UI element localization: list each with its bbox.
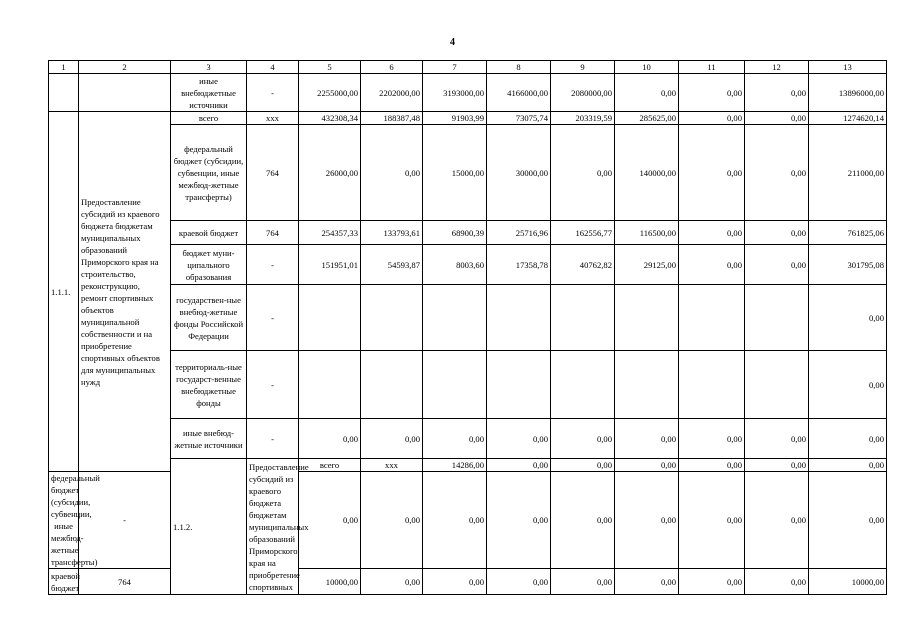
- value-cell: 301795,08: [809, 245, 887, 285]
- value-cell: 14286,00: [423, 459, 487, 472]
- value-cell: 0,00: [745, 221, 809, 245]
- value-cell: 0,00: [679, 569, 745, 595]
- value-cell: 2202000,00: [361, 74, 423, 112]
- value-cell: 254357,33: [299, 221, 361, 245]
- value-cell: 0,00: [679, 459, 745, 472]
- table-row: [49, 125, 887, 221]
- funding-source: всего: [171, 112, 247, 125]
- row-number: 1.1.1.: [49, 112, 79, 472]
- value-cell: 432308,34: [299, 112, 361, 125]
- column-header: 2: [79, 61, 171, 74]
- value-cell: 140000,00: [615, 125, 679, 221]
- value-cell: [679, 285, 745, 351]
- value-cell: 0,00: [679, 472, 745, 569]
- value-cell: 91903,99: [423, 112, 487, 125]
- value-cell: 0,00: [809, 285, 887, 351]
- value-cell: 0,00: [745, 112, 809, 125]
- value-cell: [361, 351, 423, 419]
- budget-table: [48, 60, 887, 595]
- value-cell: [615, 285, 679, 351]
- value-cell: 4166000,00: [487, 74, 551, 112]
- value-cell: 0,00: [615, 419, 679, 459]
- value-cell: [745, 285, 809, 351]
- value-cell: 26000,00: [299, 125, 361, 221]
- budget-code: -: [247, 74, 299, 112]
- budget-code: -: [79, 472, 171, 569]
- funding-source: федеральный бюджет (субсидии, субвенции, иные межбюд-жетные трансферты): [171, 125, 247, 221]
- value-cell: 285625,00: [615, 112, 679, 125]
- value-cell: 0,00: [745, 245, 809, 285]
- value-cell: 0,00: [679, 245, 745, 285]
- value-cell: 0,00: [615, 459, 679, 472]
- value-cell: [615, 351, 679, 419]
- value-cell: 0,00: [361, 472, 423, 569]
- value-cell: 0,00: [809, 351, 887, 419]
- value-cell: [487, 351, 551, 419]
- value-cell: 0,00: [745, 472, 809, 569]
- row-name: Предоставление субсидий из краевого бюджета бюджетам муниципальных образований Приморского края на приобретение спортивных: [247, 459, 299, 595]
- value-cell: [299, 351, 361, 419]
- table-row: [49, 285, 887, 351]
- column-header: 6: [361, 61, 423, 74]
- value-cell: 8003,60: [423, 245, 487, 285]
- value-cell: 17358,78: [487, 245, 551, 285]
- value-cell: 0,00: [423, 419, 487, 459]
- value-cell: 29125,00: [615, 245, 679, 285]
- value-cell: 0,00: [809, 459, 887, 472]
- table-row: [49, 74, 887, 112]
- column-header: 8: [487, 61, 551, 74]
- value-cell: [679, 351, 745, 419]
- value-cell: [551, 285, 615, 351]
- value-cell: 68900,39: [423, 221, 487, 245]
- value-cell: 15000,00: [423, 125, 487, 221]
- value-cell: 133793,61: [361, 221, 423, 245]
- value-cell: 73075,74: [487, 112, 551, 125]
- value-cell: [423, 285, 487, 351]
- value-cell: 1274620,14: [809, 112, 887, 125]
- column-header: 3: [171, 61, 247, 74]
- value-cell: 151951,01: [299, 245, 361, 285]
- column-header: 11: [679, 61, 745, 74]
- row-number: 1.1.2.: [171, 459, 247, 595]
- value-cell: 203319,59: [551, 112, 615, 125]
- value-cell: 0,00: [809, 419, 887, 459]
- value-cell: 0,00: [551, 419, 615, 459]
- funding-source: краевой бюджет: [171, 221, 247, 245]
- budget-code: -: [247, 419, 299, 459]
- row-name: Предоставление субсидий из краевого бюджета бюджетам муниципальных образований Приморского края на строительство, реконструкцию, ремонт спортивных объектов муниципальной собственности и на приобретение спортивных объектов для муниципальных нужд: [79, 112, 171, 472]
- column-header: 10: [615, 61, 679, 74]
- header-row: [49, 61, 887, 74]
- value-cell: 3193000,00: [423, 74, 487, 112]
- value-cell: [423, 351, 487, 419]
- value-cell: 0,00: [361, 419, 423, 459]
- value-cell: 0,00: [679, 74, 745, 112]
- value-cell: 0,00: [423, 569, 487, 595]
- value-cell: 0,00: [551, 459, 615, 472]
- value-cell: 0,00: [679, 221, 745, 245]
- row-number: [49, 74, 79, 112]
- value-cell: 0,00: [615, 569, 679, 595]
- table-row: [49, 419, 887, 459]
- funding-source: территориаль-ные государст-венные внебюджетные фонды: [171, 351, 247, 419]
- funding-source: краевой бюджет: [49, 569, 79, 595]
- value-cell: 162556,77: [551, 221, 615, 245]
- budget-code: -: [247, 245, 299, 285]
- table-row: [49, 221, 887, 245]
- value-cell: 0,00: [551, 569, 615, 595]
- value-cell: 0,00: [679, 419, 745, 459]
- value-cell: 10000,00: [299, 569, 361, 595]
- value-cell: 0,00: [615, 74, 679, 112]
- value-cell: 0,00: [745, 74, 809, 112]
- value-cell: 10000,00: [809, 569, 887, 595]
- value-cell: [299, 285, 361, 351]
- funding-source: всего: [299, 459, 361, 472]
- value-cell: 0,00: [551, 472, 615, 569]
- value-cell: 0,00: [745, 569, 809, 595]
- funding-source: государствен-ные внебюд-жетные фонды Российской Федерации: [171, 285, 247, 351]
- value-cell: 0,00: [423, 472, 487, 569]
- funding-source: иные внебюджетные источники: [171, 74, 247, 112]
- value-cell: 0,00: [745, 125, 809, 221]
- value-cell: 30000,00: [487, 125, 551, 221]
- column-header: 13: [809, 61, 887, 74]
- value-cell: 40762,82: [551, 245, 615, 285]
- value-cell: 0,00: [487, 472, 551, 569]
- value-cell: 0,00: [361, 569, 423, 595]
- budget-code: -: [247, 351, 299, 419]
- value-cell: 0,00: [679, 125, 745, 221]
- funding-source: федеральный бюджет (субсидии, субвенции, иные межбюд-жетные трансферты): [49, 472, 79, 569]
- value-cell: 0,00: [487, 419, 551, 459]
- value-cell: 188387,48: [361, 112, 423, 125]
- table-row: [49, 112, 887, 125]
- funding-source: бюджет муни-ципального образования: [171, 245, 247, 285]
- value-cell: 0,00: [679, 112, 745, 125]
- column-header: 4: [247, 61, 299, 74]
- column-header: 7: [423, 61, 487, 74]
- value-cell: 116500,00: [615, 221, 679, 245]
- value-cell: 0,00: [809, 472, 887, 569]
- value-cell: 211000,00: [809, 125, 887, 221]
- value-cell: 761825,06: [809, 221, 887, 245]
- funding-source: иные внебюд-жетные источники: [171, 419, 247, 459]
- budget-code: -: [247, 285, 299, 351]
- column-header: 5: [299, 61, 361, 74]
- value-cell: 2255000,00: [299, 74, 361, 112]
- value-cell: [745, 351, 809, 419]
- budget-code: 764: [247, 125, 299, 221]
- value-cell: 2080000,00: [551, 74, 615, 112]
- value-cell: 0,00: [615, 472, 679, 569]
- value-cell: 25716,96: [487, 221, 551, 245]
- table-row: [49, 245, 887, 285]
- row-name: [79, 74, 171, 112]
- table-row: [49, 351, 887, 419]
- value-cell: 0,00: [487, 569, 551, 595]
- column-header: 9: [551, 61, 615, 74]
- column-header: 1: [49, 61, 79, 74]
- value-cell: 13896000,00: [809, 74, 887, 112]
- value-cell: 0,00: [745, 459, 809, 472]
- value-cell: 0,00: [551, 125, 615, 221]
- value-cell: [361, 285, 423, 351]
- budget-code: ххх: [361, 459, 423, 472]
- column-header: 12: [745, 61, 809, 74]
- budget-code: ххх: [247, 112, 299, 125]
- value-cell: 54593,87: [361, 245, 423, 285]
- budget-code: 764: [247, 221, 299, 245]
- value-cell: [487, 285, 551, 351]
- value-cell: 0,00: [745, 419, 809, 459]
- table-row: [49, 459, 887, 472]
- value-cell: 0,00: [299, 419, 361, 459]
- page-number: 4: [450, 37, 455, 48]
- value-cell: 0,00: [299, 472, 361, 569]
- budget-code: 764: [79, 569, 171, 595]
- value-cell: [551, 351, 615, 419]
- value-cell: 0,00: [361, 125, 423, 221]
- value-cell: 0,00: [487, 459, 551, 472]
